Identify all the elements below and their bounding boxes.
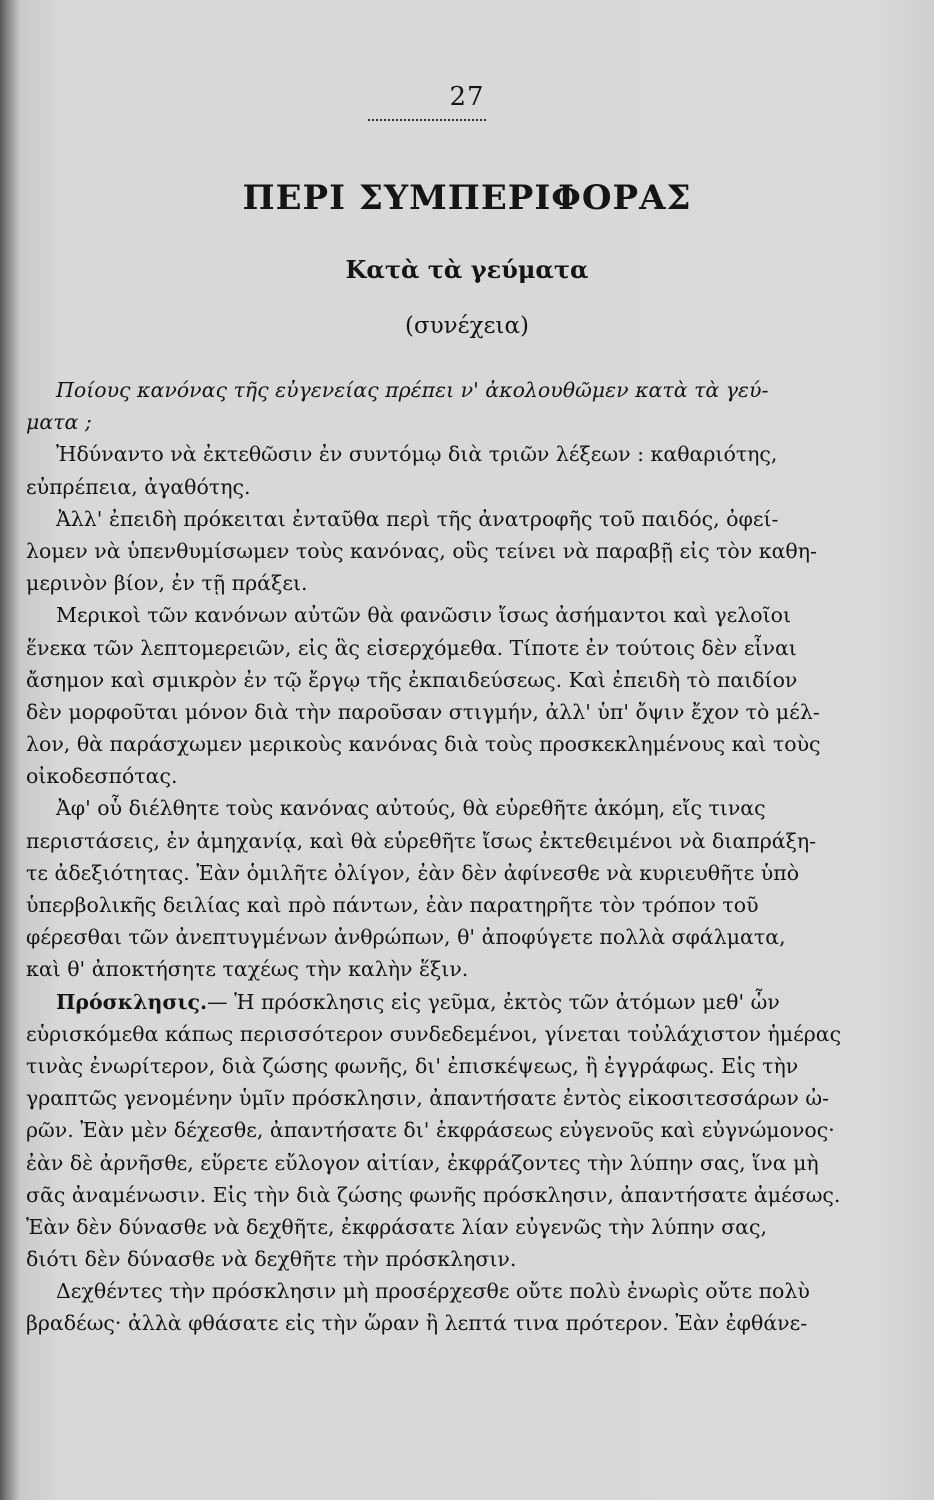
text-line bbox=[26, 889, 846, 921]
text-line-content: βραδέως· ἀλλὰ φθάσατε εἰς τὴν ὥραν ἢ λεπτά τινα πρότερον. Ἐὰν ἐφθάνε- bbox=[26, 1311, 808, 1336]
text-line bbox=[26, 1211, 846, 1243]
continuation-note: (συνέχεια) bbox=[405, 313, 529, 339]
text-line-content: οἰκοδεσπότας. bbox=[26, 764, 178, 789]
text-line-content: γραπτῶς γενομένην ὑμῖν πρόσκλησιν, ἀπαντήσατε ἐντὸς εἰκοσιτεσσάρων ὠ- bbox=[26, 1086, 830, 1111]
text-line-content: ρῶν. Ἐὰν μὲν δέχεσθε, ἀπαντήσατε δι' ἐκφράσεως εὐγενοῦς καὶ εὐγνώμονος· bbox=[26, 1118, 835, 1143]
text-line-content: τε ἀδεξιότητας. Ἐὰν ὁμιλῆτε ὀλίγον, ἐὰν δὲν ἀφίνεσθε νὰ κυριευθῆτε ὑπὸ bbox=[26, 860, 800, 885]
text-line bbox=[26, 857, 846, 889]
text-line bbox=[26, 921, 846, 953]
text-line-content: ἄσημον καὶ σμικρὸν ἐν τῷ ἔργῳ τῆς ἐκπαιδεύσεως. Καὶ ἐπειδὴ τὸ παιδίον bbox=[26, 667, 798, 692]
text-line bbox=[26, 1114, 846, 1146]
text-line bbox=[26, 374, 846, 406]
text-line bbox=[26, 535, 846, 567]
text-line-content: Ἀφ' οὗ διέλθητε τοὺς κανόνας αὐτούς, θὰ εὑρεθῆτε ἀκόμη, εἴς τινας bbox=[56, 796, 766, 821]
text-line-content: ὑπερβολικῆς δειλίας καὶ πρὸ πάντων, ἐὰν παρατηρῆτε τὸν τρόπον τοῦ bbox=[26, 893, 759, 917]
text-line bbox=[26, 728, 846, 760]
text-line-content: λομεν νὰ ὑπενθυμίσωμεν τοὺς κανόνας, οὓς τείνει νὰ παραβῇ εἰς τὸν καθη- bbox=[26, 538, 817, 563]
text-line bbox=[26, 438, 846, 470]
text-line bbox=[26, 1275, 846, 1307]
section-lead-heading: Πρόσκλησις. bbox=[56, 989, 208, 1014]
text-line bbox=[26, 599, 846, 631]
text-line bbox=[26, 1179, 846, 1211]
text-line-content: μερινὸν βίον, ἐν τῇ πράξει. bbox=[26, 571, 308, 596]
text-line bbox=[26, 503, 846, 535]
text-line-content: σᾶς ἀναμένωσιν. Εἰς τὴν διὰ ζώσης φωνῆς πρόσκλησιν, ἀπαντήσατε ἀμέσως. bbox=[26, 1182, 841, 1207]
text-line bbox=[26, 825, 846, 857]
text-line-content: Μερικοὶ τῶν κανόνων αὐτῶν θὰ φανῶσιν ἴσως ἀσήμαντοι καὶ γελοῖοι bbox=[56, 603, 792, 628]
text-line bbox=[26, 567, 846, 599]
text-line bbox=[26, 632, 846, 664]
text-line-content: διότι δὲν δύνασθε νὰ δεχθῆτε τὴν πρόσκλησιν. bbox=[26, 1247, 517, 1272]
text-line-content: ματα ; bbox=[26, 410, 92, 435]
text-line bbox=[26, 760, 846, 792]
text-line-content: τινὰς ἐνωρίτερον, διὰ ζώσης φωνῆς, δι' ἐπισκέψεως, ἢ ἐγγράφως. Εἰς τὴν bbox=[26, 1053, 799, 1078]
text-line-content: ἕνεκα τῶν λεπτομερειῶν, εἰς ἃς εἰσερχόμεθα. Τίποτε ἐν τούτοις δὲν εἶναι bbox=[26, 635, 797, 660]
text-line bbox=[26, 792, 846, 824]
text-line-content: ἐὰν δὲ ἀρνῆσθε, εὕρετε εὔλογον αἰτίαν, ἐκφράζοντες τὴν λύπην σας, ἵνα μὴ bbox=[26, 1150, 819, 1175]
text-line-content: φέρεσθαι τῶν ἀνεπτυγμένων ἀνθρώπων, θ' ἀποφύγετε πολλὰ σφάλματα, bbox=[26, 925, 786, 950]
section-subtitle: Κατὰ τὰ γεύματα bbox=[345, 255, 589, 284]
text-line-content: εὑρισκόμεθα κάπως περισσότερον συνδεδεμένοι, γίνεται τοὐλάχιστον ἡμέρας bbox=[26, 1021, 842, 1046]
text-line bbox=[26, 664, 846, 696]
text-line bbox=[26, 986, 846, 1018]
text-line bbox=[26, 471, 846, 503]
text-line-content: λον, θὰ παράσχωμεν μερικοὺς κανόνας διὰ τοὺς προσκεκλημένους καὶ τοὺς bbox=[26, 732, 821, 757]
text-line bbox=[26, 953, 846, 985]
page-number-rule bbox=[368, 119, 486, 121]
text-line-content: περιστάσεις, ἐν ἀμηχανίᾳ, καὶ θὰ εὑρεθῆτε ἴσως ἐκτεθειμένοι νὰ διαπράξη- bbox=[26, 828, 817, 853]
chapter-title: ΠΕΡΙ ΣΥΜΠΕΡΙΦΟΡΑΣ bbox=[242, 178, 692, 218]
text-line bbox=[26, 1082, 846, 1114]
text-line bbox=[26, 1018, 846, 1050]
body-text bbox=[26, 374, 846, 1340]
text-line-content: — Ἡ πρόσκλησις εἰς γεῦμα, ἐκτὸς τῶν ἀτόμων μεθ' ὧν bbox=[207, 989, 780, 1014]
page-number: 27 bbox=[449, 82, 485, 112]
text-line bbox=[26, 1050, 846, 1082]
text-line-content: Ἀλλ' ἐπειδὴ πρόκειται ἐνταῦθα περὶ τῆς ἀνατροφῆς τοῦ παιδός, ὀφεί- bbox=[56, 506, 779, 531]
text-line-content: Ἠδύναντο νὰ ἐκτεθῶσιν ἐν συντόμῳ διὰ τριῶν λέξεων : καθαριότης, bbox=[56, 442, 778, 467]
text-line bbox=[26, 696, 846, 728]
text-line bbox=[26, 1243, 846, 1275]
text-line bbox=[26, 1307, 846, 1339]
text-line-content: εὐπρέπεια, ἀγαθότης. bbox=[26, 474, 251, 499]
text-line-content: Ἐὰν δὲν δύνασθε νὰ δεχθῆτε, ἐκφράσατε λίαν εὐγενῶς τὴν λύπην σας, bbox=[26, 1214, 768, 1239]
text-line bbox=[26, 406, 846, 438]
text-line bbox=[26, 1147, 846, 1179]
text-line-content: Δεχθέντες τὴν πρόσκλησιν μὴ προσέρχεσθε οὔτε πολὺ ἐνωρὶς οὔτε πολὺ bbox=[56, 1279, 810, 1304]
text-line-content: καὶ θ' ἀποκτήσητε ταχέως τὴν καλὴν ἕξιν. bbox=[26, 957, 469, 982]
text-line-content: Ποίους κανόνας τῆς εὐγενείας πρέπει ν' ἀκολουθῶμεν κατὰ τὰ γεύ- bbox=[56, 378, 769, 402]
text-line-content: δὲν μορφοῦται μόνον διὰ τὴν παροῦσαν στιγμήν, ἀλλ' ὑπ' ὄψιν ἔχον τὸ μέλ- bbox=[26, 699, 820, 724]
